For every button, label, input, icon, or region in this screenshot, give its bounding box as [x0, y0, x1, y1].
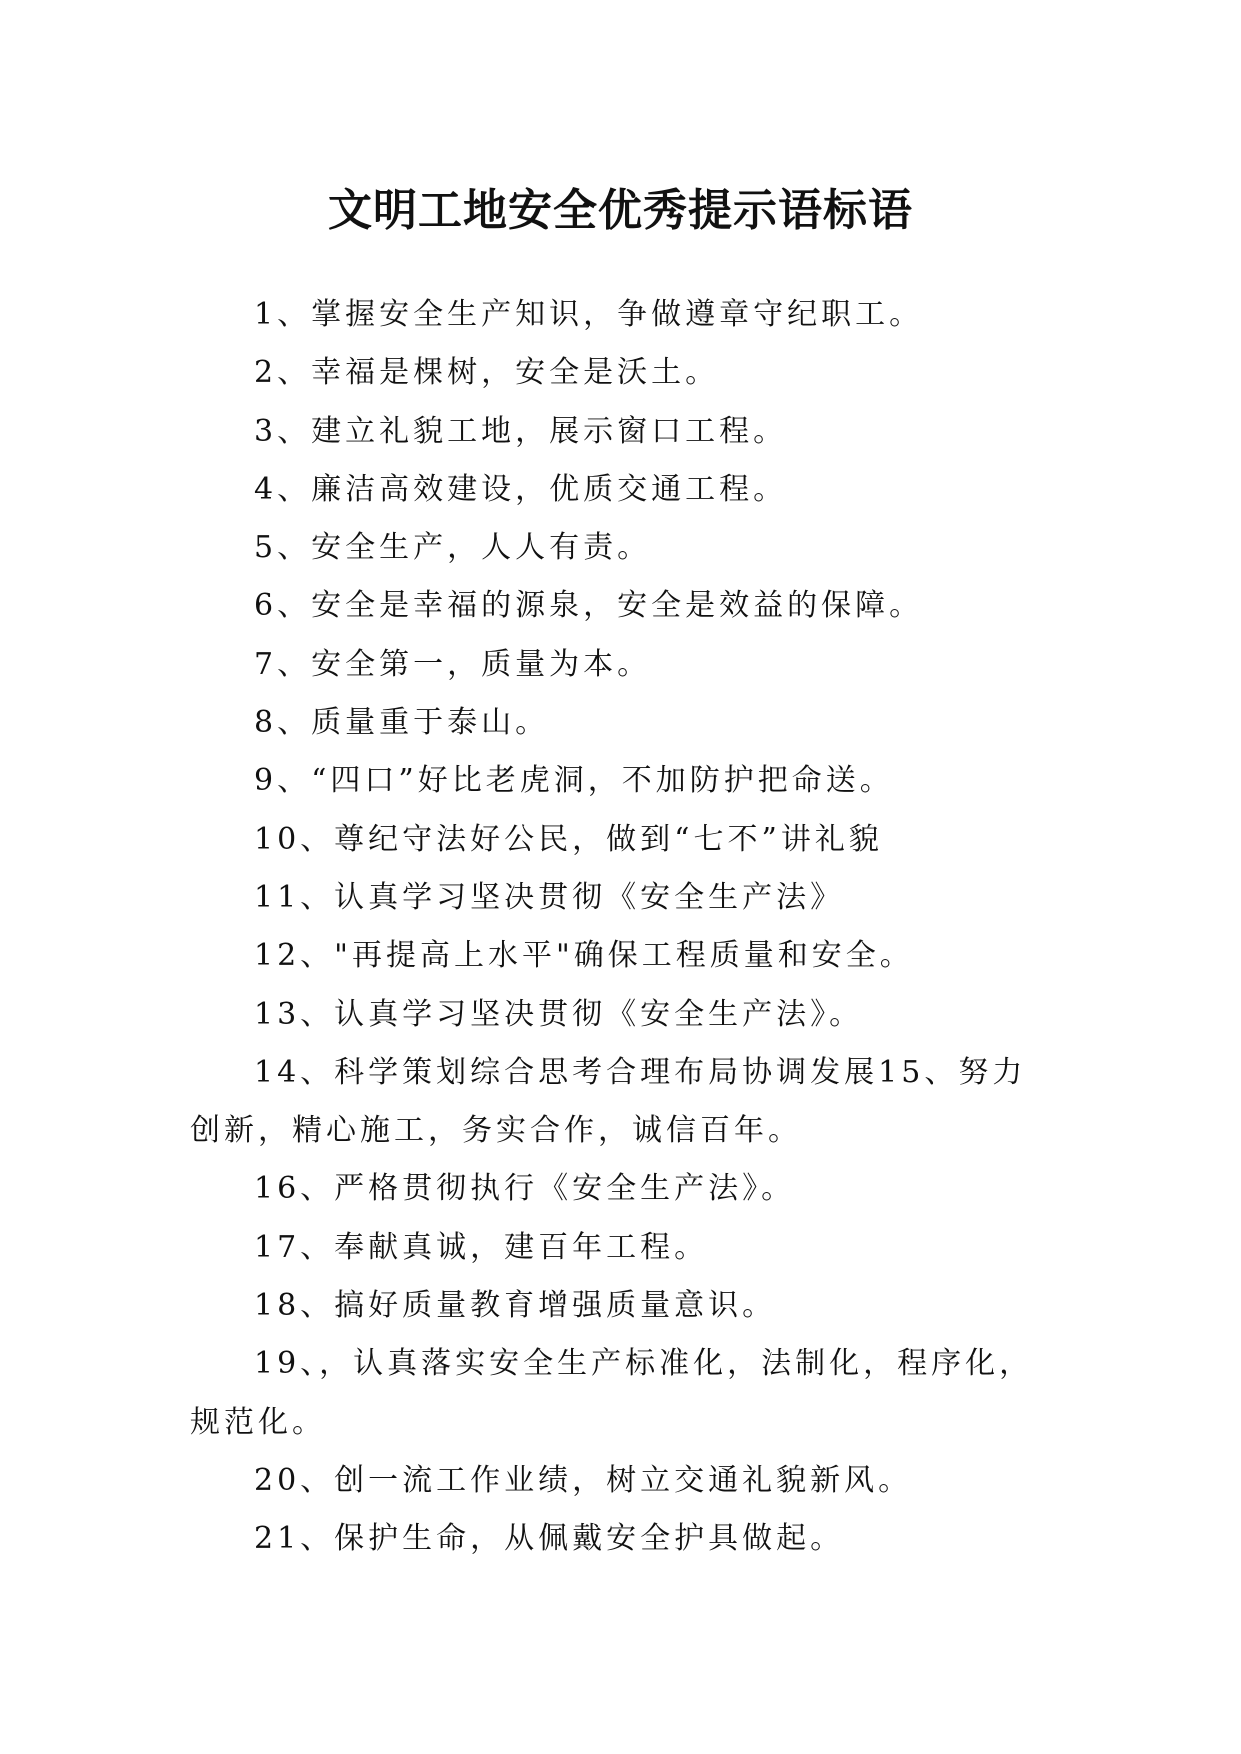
list-item: 10、尊纪守法好公民，做到“七不”讲礼貌 — [254, 821, 883, 857]
list-item: 13、认真学习坚决贯彻《安全生产法》。 — [254, 996, 864, 1032]
list-item: 6、安全是幸福的源泉，安全是效益的保障。 — [254, 588, 924, 624]
list-item: 7、安全第一，质量为本。 — [254, 646, 652, 682]
list-item: 11、认真学习坚决贯彻《安全生产法》 — [254, 879, 845, 915]
list-item: 14、科学策划综合思考合理布局协调发展15、努力创新，精心施工，务实合作，诚信百年。 — [190, 1054, 1027, 1149]
list-item: 17、奉献真诚，建百年工程。 — [254, 1229, 709, 1265]
page-title: 文明工地安全优秀提示语标语 — [328, 185, 913, 237]
list-item: 8、质量重于泰山。 — [254, 705, 550, 741]
list-item: 12、"再提高上水平"确保工程质量和安全。 — [254, 938, 914, 974]
list-item: 3、建立礼貌工地，展示窗口工程。 — [254, 413, 788, 449]
list-item: 16、严格贯彻执行《安全生产法》。 — [254, 1171, 796, 1207]
list-item: 18、搞好质量教育增强质量意识。 — [254, 1288, 777, 1324]
list-item: 19、，认真落实安全生产标准化，法制化，程序化，规范化。 — [190, 1346, 1034, 1440]
list-item: 4、廉洁高效建设，优质交通工程。 — [254, 471, 788, 507]
slogan-list — [190, 286, 1050, 1569]
list-item: 20、创一流工作业绩，树立交通礼貌新风。 — [254, 1462, 913, 1498]
list-item: 2、幸福是棵树，安全是沃土。 — [254, 355, 720, 391]
list-item: 9、“四口”好比老虎洞，不加防护把命送。 — [254, 763, 894, 799]
list-item: 1、掌握安全生产知识，争做遵章守纪职工。 — [254, 297, 924, 332]
list-item: 21、保护生命，从佩戴安全护具做起。 — [254, 1521, 845, 1557]
list-item: 5、安全生产，人人有责。 — [254, 530, 652, 566]
